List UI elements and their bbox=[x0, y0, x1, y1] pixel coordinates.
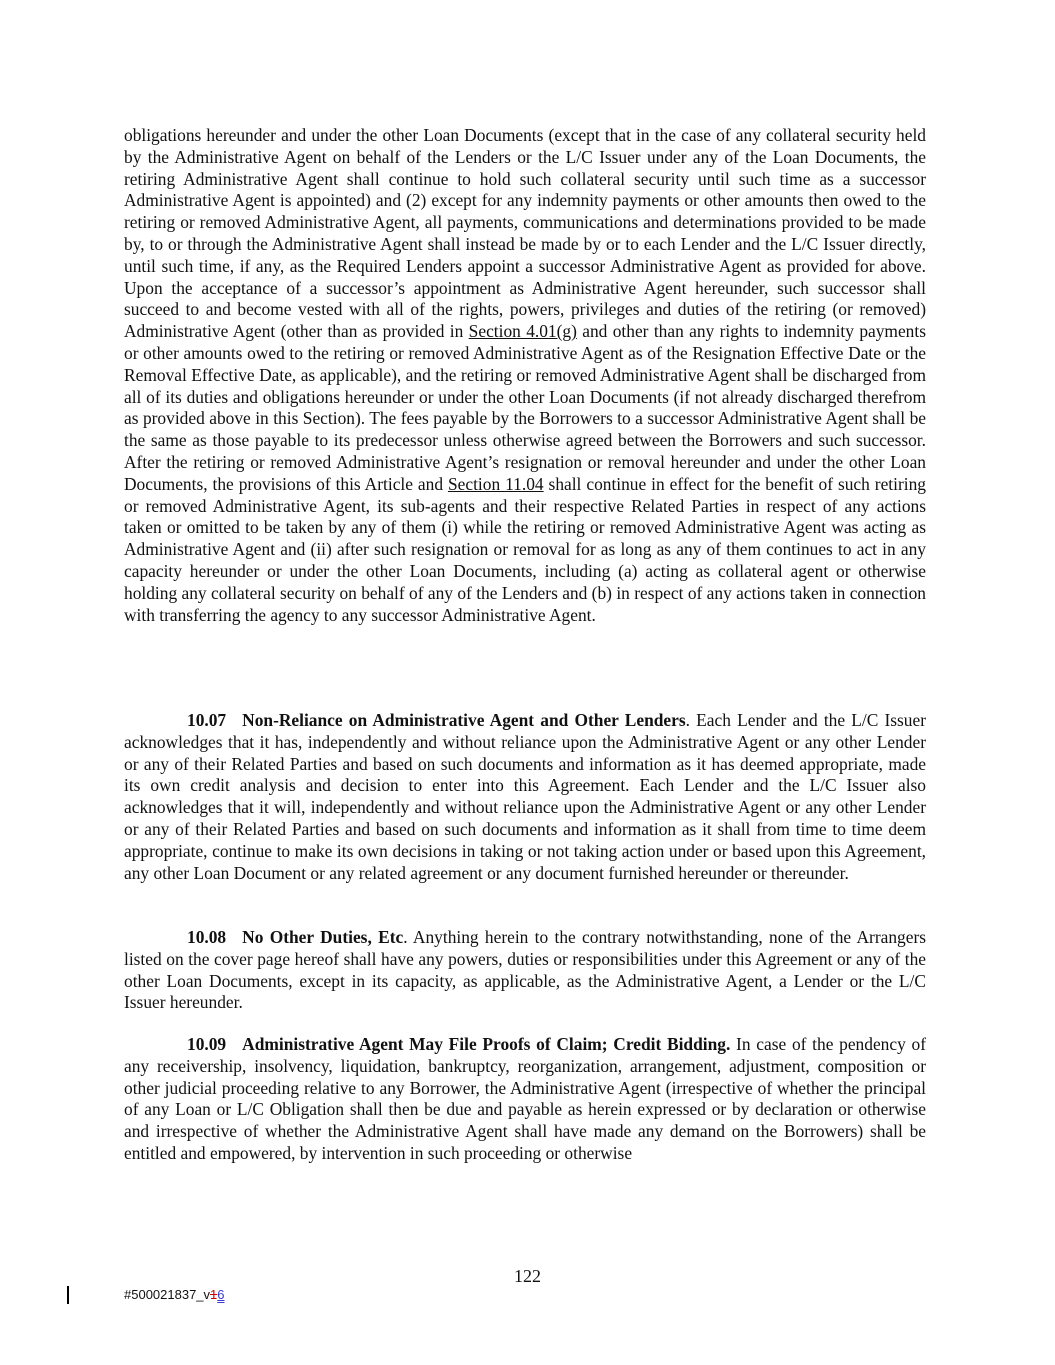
section-10-09 bbox=[124, 1034, 926, 1165]
section-10-07 bbox=[124, 710, 926, 884]
paragraph-text: and other than any rights to indemnity payments or other amounts owed to the retiring or removed Administrative Agent as of the Resignation Effective Date or the Removal Effective Date, as applicable), and the retiring or removed Administrative Agent shall be discharged from all of its duties and obligations hereunder or under the other Loan Documents (if not already discharged therefrom as provided above in this Section). The fees payable by the Borrowers to a successor Administrative Agent shall be the same as those payable to its predecessor unless otherwise agreed between the Borrowers and such successor. After the retiring or removed Administrative Agent’s resignation or removal hereunder and under the other Loan Documents, the provisions of this Article and bbox=[124, 321, 926, 494]
section-number: 10.09 bbox=[187, 1034, 227, 1054]
version-deleted: 1 bbox=[210, 1287, 218, 1302]
section-body: In case of the pendency of any receivership, insolvency, liquidation, bankruptcy, reorganization, arrangement, adjustment, composition or other judicial proceeding relative to any Borrower, the Administrative Agent (irrespective of whether the principal of any Loan or L/C Obligation shall then be due and payable as herein expressed or by declaration or otherwise and irrespective of whether the Administrative Agent shall have made any demand on the Borrowers) shall be entitled and empowered, by intervention in such proceeding or otherwise bbox=[124, 1034, 926, 1163]
section-10-08 bbox=[124, 927, 926, 1014]
page-number: 122 bbox=[514, 1266, 541, 1286]
document-id-prefix: #500021837_v bbox=[124, 1287, 211, 1302]
section-body: Anything herein to the contrary notwithstanding, none of the Arrangers listed on the cover page hereof shall have any powers, duties or responsibilities under this Agreement or any of the other Loan Documents, except in its capacity, as applicable, as the Administrative Agent, a Lender or the L/C Issuer hereunder. bbox=[124, 927, 926, 1013]
section-reference-11-04: Section 11.04 bbox=[447, 473, 544, 494]
section-title: No Other Duties, Etc bbox=[242, 927, 404, 947]
paragraph-text: obligations hereunder and under the other Loan Documents (except that in the case of any collateral security held by the Administrative Agent on behalf of the Lenders or the L/C Issuer under any of the Loan Documents, the retiring Administrative Agent shall continue to hold such collateral security until such time as a successor Administrative Agent is appointed) and (2) except for any indemnity payments or other amounts then owed to the retiring or removed Administrative Agent, all payments, communications and determinations provided to be made by, to or through the Administrative Agent shall instead be made by or to each Lender and the L/C Issuer directly, until such time, if any, as the Required Lenders appoint a successor Administrative Agent as provided for above. Upon the acceptance of a successor’s appointment as Administrative Agent hereunder, such successor shall succeed to and become vested with all of the rights, powers, privileges and duties of the retiring (or removed) Administrative Agent (other than as provided in bbox=[124, 125, 926, 342]
section-title: Administrative Agent May File Proofs of Claim; Credit Bidding. bbox=[242, 1034, 731, 1054]
section-title: Non-Reliance on Administrative Agent and Other Lenders bbox=[242, 710, 686, 730]
change-bar bbox=[67, 1286, 69, 1304]
section-heading bbox=[187, 1034, 730, 1054]
section-body: Each Lender and the L/C Issuer acknowledges that it has, independently and without reliance upon the Administrative Agent or any other Lender or any of their Related Parties and based on such documents and information as it has deemed appropriate, made its own credit analysis and decision to enter into this Agreement. Each Lender and the L/C Issuer also acknowledges that it will, independently and without reliance upon the Administrative Agent or any other Lender or any of their Related Parties and based on such documents and information as it shall from time to time deem appropriate, continue to make its own decisions in taking or not taking action under or based upon this Agreement, any other Loan Document or any related agreement or any document furnished hereunder or thereunder. bbox=[124, 710, 927, 883]
section-reference-4-01g: Section 4.01(g) bbox=[468, 321, 577, 342]
document-id bbox=[124, 1287, 225, 1302]
paragraph-text: shall continue in effect for the benefit of such retiring or removed Administrative Agent, its sub-agents and their respective Related Parties in respect of any actions taken or omitted to be taken by any of them (i) while the retiring or removed Administrative Agent was acting as Administrative Agent and (ii) after such resignation or removal for as long as any of them continues to act in any capacity hereunder or under the other Loan Documents, including (a) acting as collateral agent or otherwise holding any collateral security on behalf of any of the Lenders and (b) in respect of any actions taken in connection with transferring the agency to any successor Administrative Agent. bbox=[124, 473, 926, 625]
paragraph-continuation bbox=[124, 125, 926, 626]
section-heading bbox=[187, 927, 403, 947]
section-number: 10.08 bbox=[187, 927, 227, 947]
version-inserted: 6 bbox=[217, 1287, 225, 1302]
section-heading bbox=[187, 710, 686, 730]
heading-punctuation: . bbox=[685, 710, 690, 730]
section-number: 10.07 bbox=[187, 710, 227, 730]
heading-punctuation: . bbox=[403, 927, 408, 947]
